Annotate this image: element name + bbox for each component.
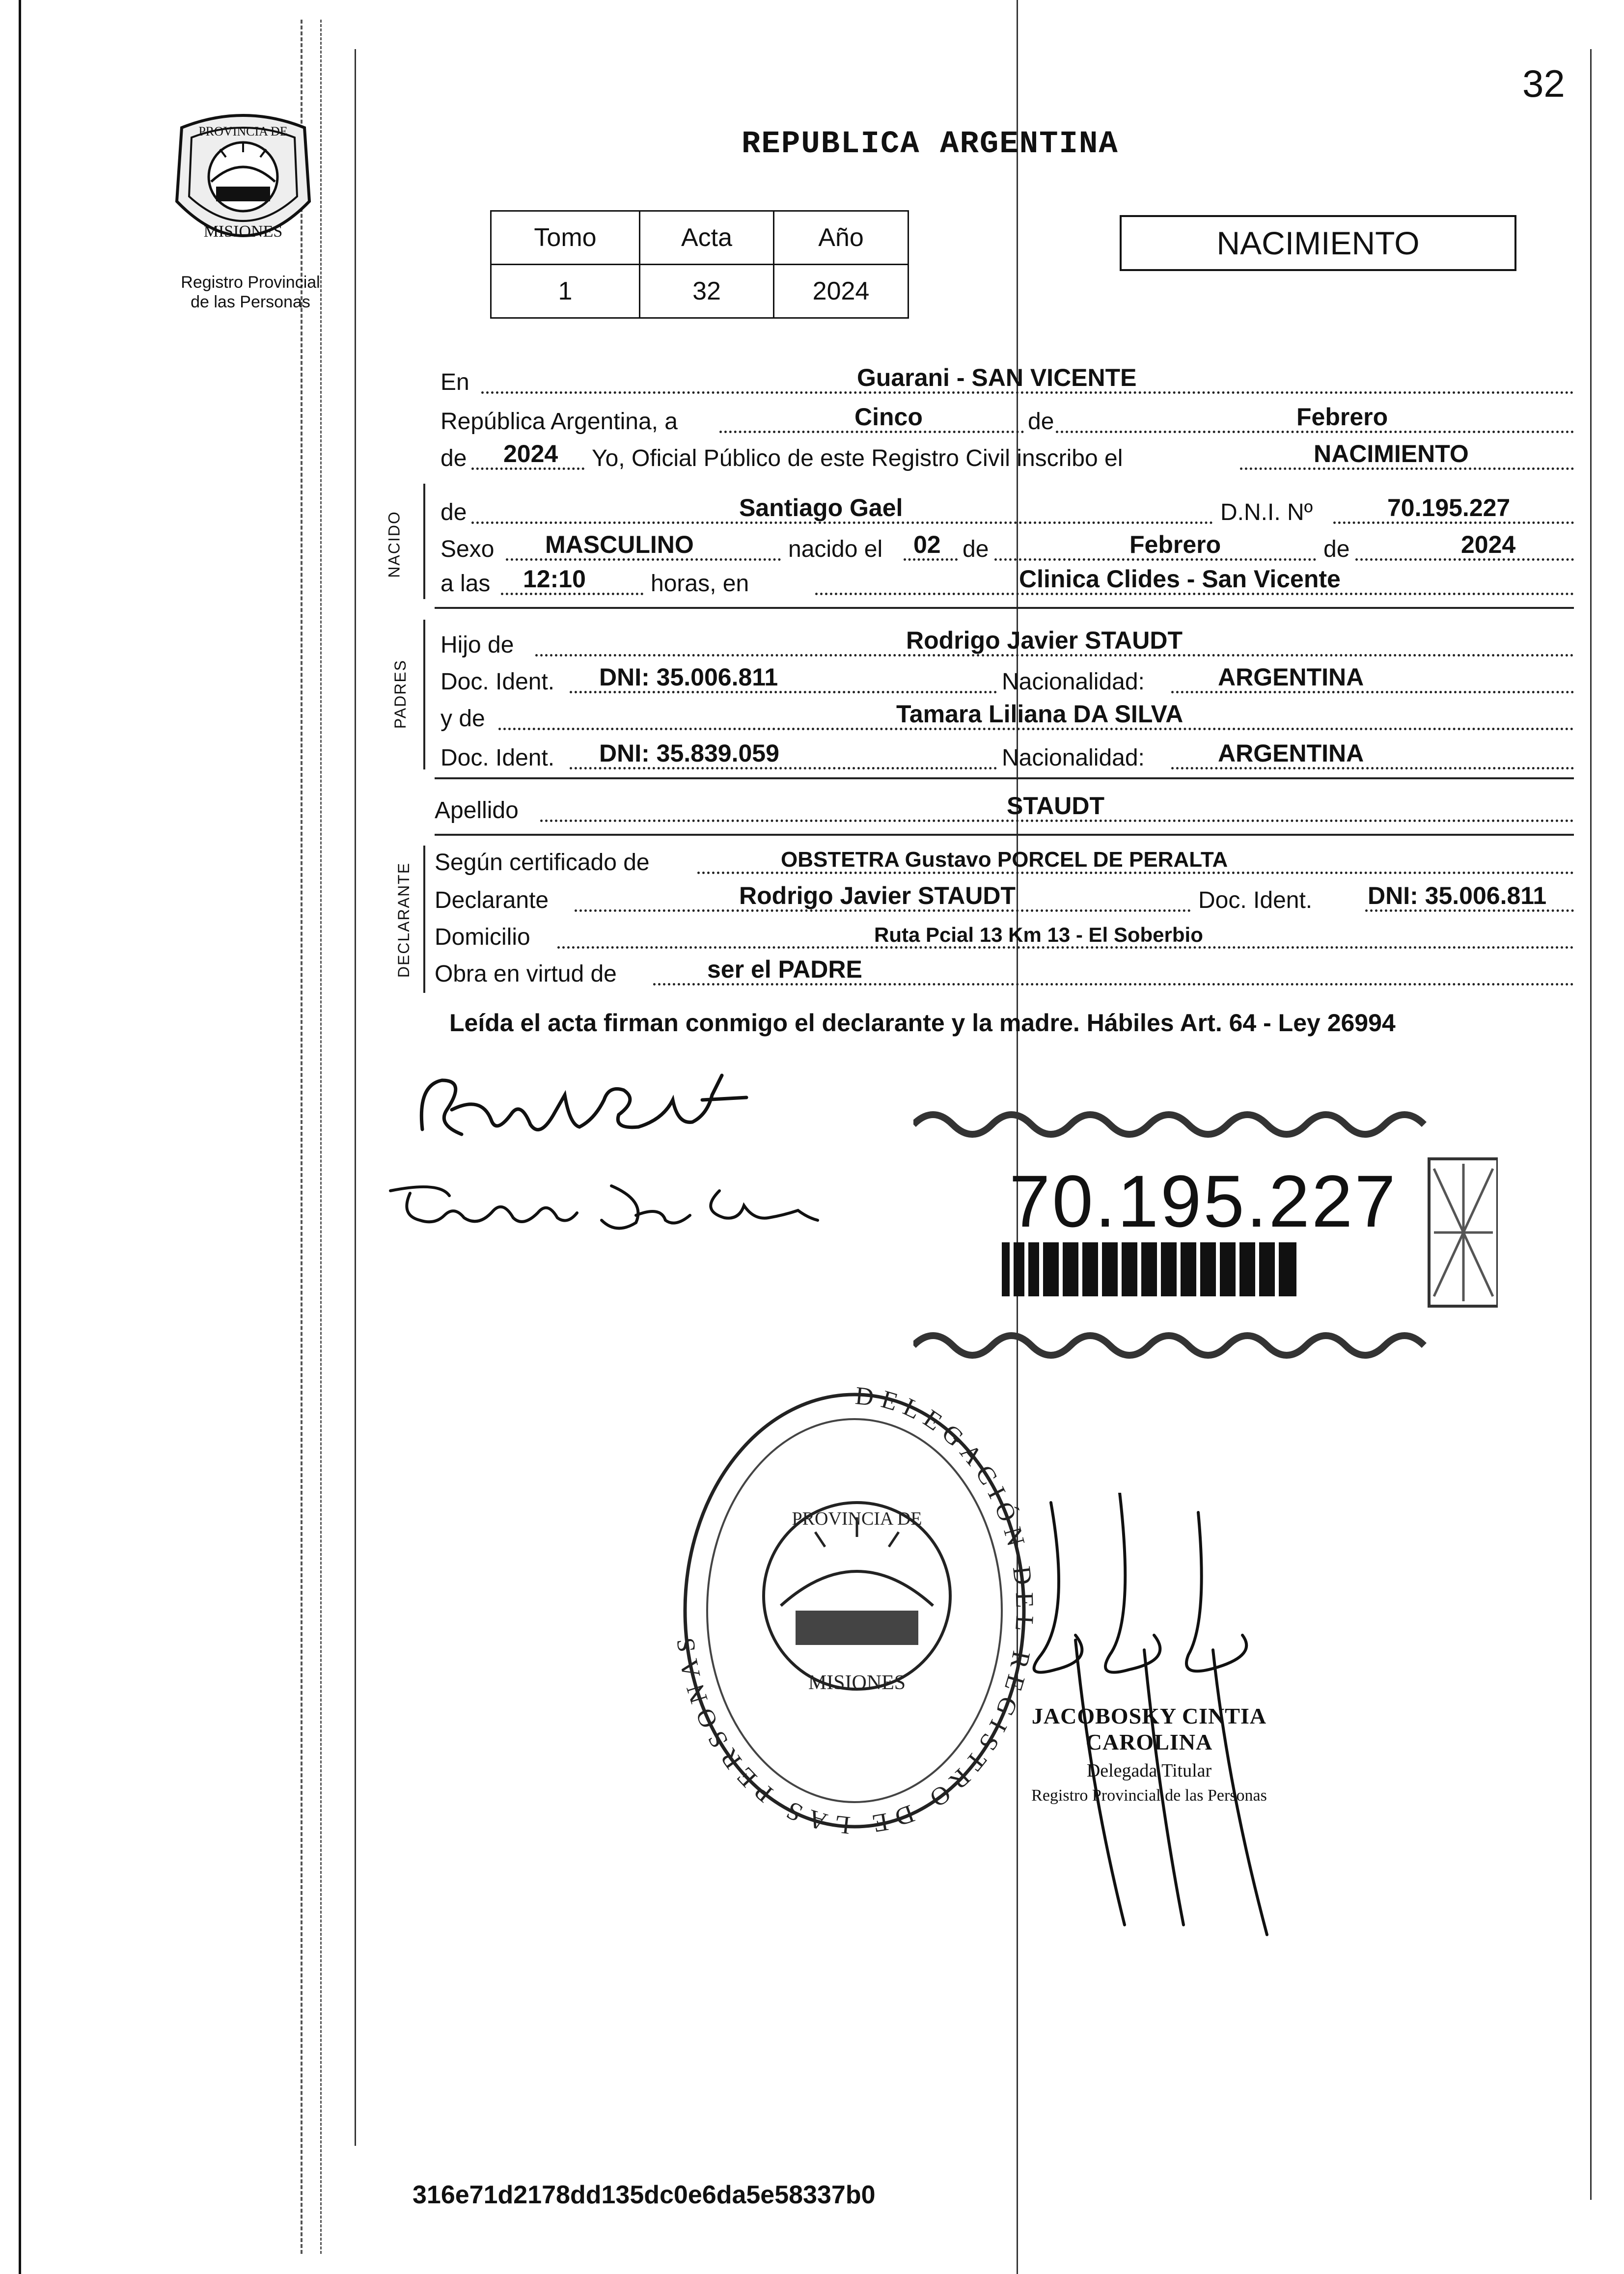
value-mother-nat: ARGENTINA <box>1218 740 1364 767</box>
row-mother-doc <box>435 739 1574 773</box>
label-a-las: a las <box>440 571 491 597</box>
value-year: 2024 <box>503 440 558 467</box>
label-obra: Obra en virtud de <box>435 961 617 987</box>
delegate-title: Delegada Titular <box>1086 1760 1212 1781</box>
value-certificado: OBSTETRA Gustavo PORCEL DE PERALTA <box>781 848 1228 872</box>
value-child-name: Santiago Gael <box>739 494 903 521</box>
value-place: Guarani - SAN VICENTE <box>857 364 1137 391</box>
row-date <box>435 403 1574 437</box>
value-birth-time: 12:10 <box>523 565 586 593</box>
closing-statement: Leída el acta firman conmigo el declarante y la madre. Hábiles Art. 64 - Ley 26994 <box>449 1009 1396 1037</box>
row-hora <box>435 565 1574 599</box>
label-y-de: y de <box>440 706 485 732</box>
value-day: Cinco <box>854 403 923 431</box>
separator-padres <box>435 777 1574 779</box>
label-horas-en: horas, en <box>651 571 749 597</box>
padres-bar <box>423 620 425 769</box>
scan-left-border <box>19 0 21 2274</box>
nacido-bar <box>423 484 425 599</box>
value-father-doc: DNI: 35.006.811 <box>599 663 778 691</box>
row-en <box>435 363 1574 398</box>
value-birth-month: Febrero <box>1129 531 1221 558</box>
ref-header-acta: Acta <box>640 211 774 265</box>
stamp-inner-top: PROVINCIA DE <box>792 1508 922 1529</box>
padres-section-label: PADRES <box>391 659 410 729</box>
form-right-rule <box>1590 49 1592 2200</box>
value-obra: ser el PADRE <box>707 956 862 983</box>
delegate-block <box>977 1703 1321 1805</box>
crest-text-bottom: MISIONES <box>203 222 283 241</box>
ref-value-ano: 2024 <box>774 265 908 318</box>
label-mother-doc: Doc. Ident. <box>440 745 555 771</box>
row-father-doc <box>435 663 1574 697</box>
label-de-nombre: de <box>440 499 467 525</box>
value-declarante-doc: DNI: 35.006.811 <box>1368 882 1547 909</box>
value-sexo: MASCULINO <box>545 531 694 558</box>
declarante-section-label: DECLARANTE <box>395 862 413 978</box>
delegate-office: Registro Provincial de las Personas <box>1031 1786 1267 1805</box>
row-apellido <box>435 792 1574 826</box>
label-apellido: Apellido <box>435 797 519 823</box>
separator-apellido <box>435 834 1574 836</box>
value-birth-day: 02 <box>913 531 941 558</box>
label-de-year: de <box>440 445 467 471</box>
nacido-section-label: NACIDO <box>385 511 403 578</box>
label-father-nat: Nacionalidad: <box>1002 669 1145 695</box>
value-birth-place: Clinica Clides - San Vicente <box>1019 565 1341 593</box>
mother-signature <box>381 1171 823 1245</box>
label-de-birth-month: de <box>963 536 989 562</box>
label-father-doc: Doc. Ident. <box>440 669 555 695</box>
row-hijo-de <box>435 626 1574 660</box>
reference-table-header <box>491 211 908 265</box>
declarante-bar <box>423 846 425 993</box>
ref-header-ano: Año <box>774 211 908 265</box>
reference-table <box>490 210 909 319</box>
reference-table-values <box>491 265 908 318</box>
label-republica: República Argentina, a <box>440 409 678 435</box>
document-hash: 316e71d2178dd135dc0e6da5e58337b0 <box>413 2181 876 2209</box>
issuer-label-line2: de las Personas <box>191 293 310 311</box>
value-birth-year: 2024 <box>1461 531 1516 558</box>
stamp-outer-text: DELEGACIÓN DEL REGISTRO DE LAS PERSONAS <box>670 1381 1039 1839</box>
delegate-name: JACOBOSKY CINTIA CAROLINA <box>1031 1703 1267 1754</box>
stamp-inner-bottom: MISIONES <box>808 1671 906 1694</box>
scan-dash-left <box>301 20 303 2254</box>
label-de-birth-year: de <box>1323 536 1350 562</box>
value-child-dni: 70.195.227 <box>1387 494 1511 521</box>
row-certificado <box>435 844 1574 878</box>
value-mother-doc: DNI: 35.839.059 <box>599 740 779 767</box>
issuer-label <box>147 273 354 312</box>
value-declarante: Rodrigo Javier STAUDT <box>739 882 1016 909</box>
label-certificado: Según certificado de <box>435 849 650 876</box>
crest-text-top: PROVINCIA DE <box>198 124 288 138</box>
value-mother-name: Tamara Liliana DA SILVA <box>896 700 1184 728</box>
row-declarante <box>435 881 1574 916</box>
label-declarante: Declarante <box>435 887 549 913</box>
value-apellido: STAUDT <box>1007 792 1105 820</box>
ref-value-acta: 32 <box>640 265 774 318</box>
row-y-de <box>435 700 1574 734</box>
row-nombre <box>435 493 1574 528</box>
value-domicilio: Ruta Pcial 13 Km 13 - El Soberbio <box>874 923 1203 946</box>
value-father-nat: ARGENTINA <box>1218 663 1364 691</box>
row-obra <box>435 955 1574 989</box>
ref-value-tomo: 1 <box>491 265 640 318</box>
issuer-label-line1: Registro Provincial <box>181 273 320 292</box>
value-month: Febrero <box>1296 403 1388 431</box>
id-sticker <box>913 1105 1498 1365</box>
sticker-number: 70.195.227 <box>1009 1160 1398 1242</box>
value-record-kind: NACIMIENTO <box>1314 440 1469 467</box>
form-left-rule <box>355 49 356 2146</box>
label-dni: D.N.I. Nº <box>1220 499 1313 525</box>
page-number: 32 <box>1522 62 1565 105</box>
label-nacido-el: nacido el <box>788 536 883 562</box>
ref-header-tomo: Tomo <box>491 211 640 265</box>
province-crest <box>162 108 324 255</box>
label-mother-nat: Nacionalidad: <box>1002 745 1145 771</box>
scan-dash-left-2 <box>320 20 322 2254</box>
label-official: Yo, Oficial Público de este Registro Civil inscribo el <box>592 445 1123 471</box>
crest-emblem-icon <box>162 108 324 255</box>
separator-nacido <box>435 607 1574 609</box>
label-de-month: de <box>1028 409 1054 435</box>
value-father-name: Rodrigo Javier STAUDT <box>906 627 1183 654</box>
record-type-box: NACIMIENTO <box>1120 215 1516 271</box>
country-heading: REPUBLICA ARGENTINA <box>742 127 1119 162</box>
label-declarante-doc: Doc. Ident. <box>1198 887 1313 913</box>
label-sexo: Sexo <box>440 536 495 562</box>
row-sexo <box>435 530 1574 565</box>
row-year <box>435 439 1574 474</box>
father-signature <box>408 1066 761 1149</box>
label-hijo-de: Hijo de <box>440 632 514 658</box>
label-en: En <box>440 369 469 395</box>
label-domicilio: Domicilio <box>435 924 530 950</box>
row-domicilio <box>435 918 1574 953</box>
